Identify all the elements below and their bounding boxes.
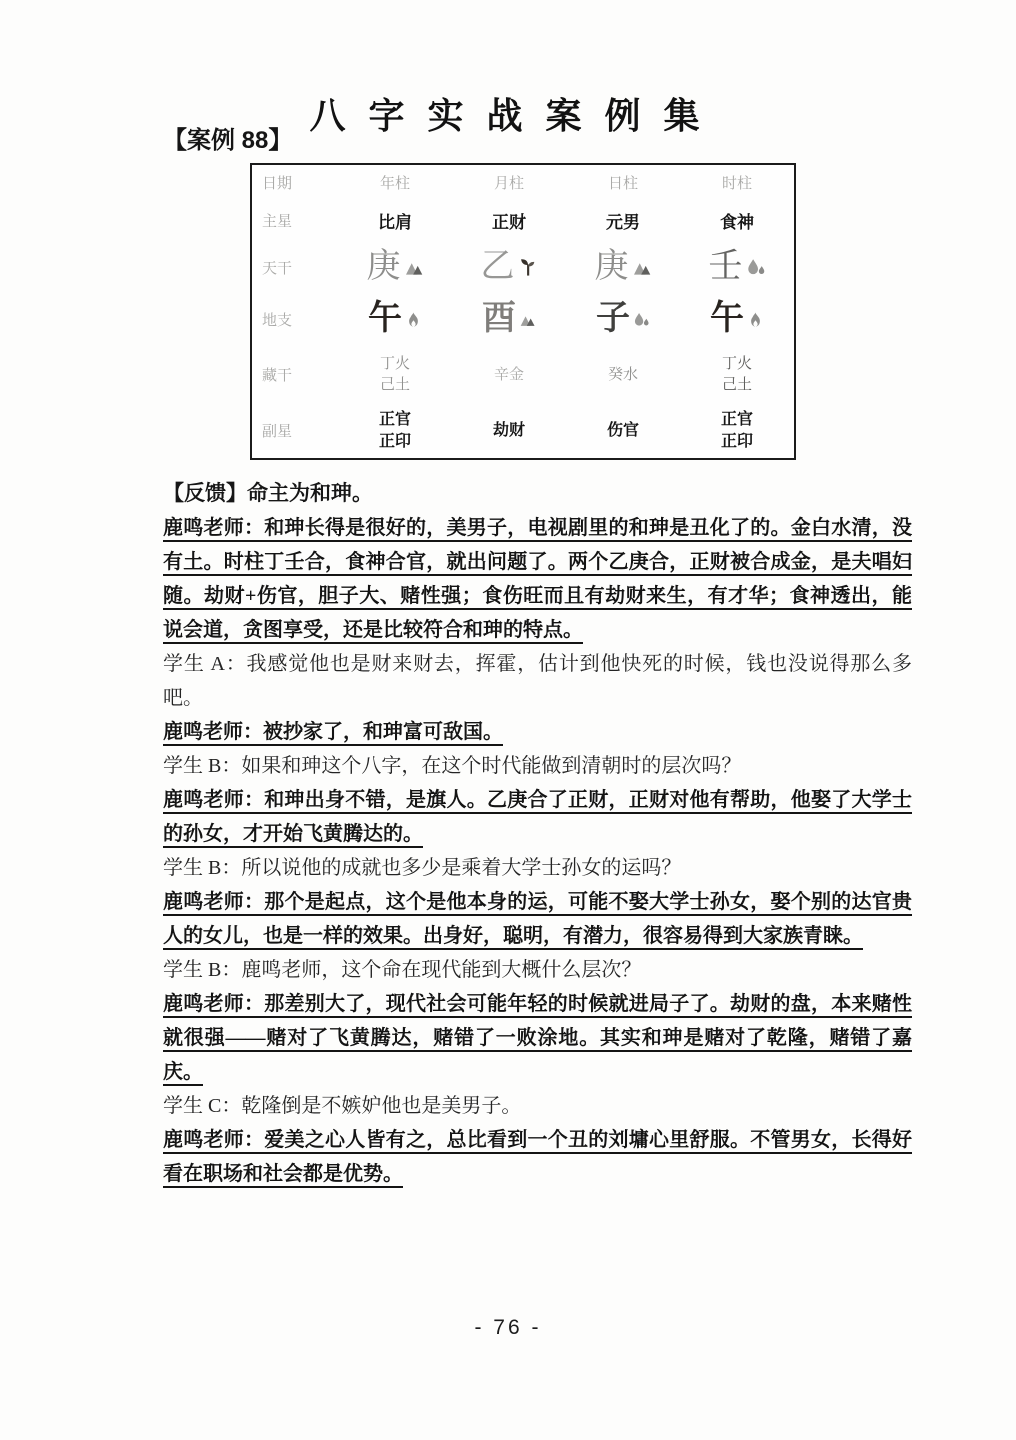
deputy-star-cell: 伤官 bbox=[606, 421, 639, 439]
dialogue-teacher-paragraph: 鹿鸣老师：和珅出身不错，是旗人。乙庚合了正财，正财对他有帮助，他娶了大学士的孙女，才开始飞黄腾达的。 bbox=[163, 789, 912, 845]
dialogue-section bbox=[163, 511, 912, 1191]
dialogue-student-paragraph: 学生 B：如果和珅这个八字，在这个时代能做到清朝时的层次吗？ bbox=[163, 755, 742, 777]
page-number: - 76 - bbox=[474, 1316, 542, 1339]
stem-char: 庚 bbox=[594, 248, 629, 285]
deputy-star-cell: 正官 正印 bbox=[378, 410, 411, 450]
stem-cell bbox=[680, 250, 794, 284]
metal-icon bbox=[632, 257, 652, 277]
main-star-cell: 食神 bbox=[720, 212, 754, 232]
dialogue-teacher-paragraph: 鹿鸣老师：爱美之心人皆有之，总比看到一个丑的刘墉心里舒服。不管男女，长得好看在职场和社会都是优势。 bbox=[163, 1129, 912, 1185]
bazi-chart-table bbox=[250, 163, 796, 460]
branch-cell bbox=[452, 302, 566, 336]
branch-cell bbox=[338, 302, 452, 336]
branch-cell bbox=[566, 302, 680, 336]
branch-char: 午 bbox=[368, 300, 402, 337]
page-title: 八 字 实 战 案 例 集 bbox=[309, 96, 707, 137]
stem-cell bbox=[452, 250, 566, 284]
branch-char: 子 bbox=[596, 300, 630, 337]
row-label-heavenly-stem: 天干 bbox=[262, 259, 293, 277]
wood-icon bbox=[518, 257, 538, 277]
dialogue-student-paragraph: 学生 B：所以说他的成就也多少是乘着大学士孙女的运吗？ bbox=[163, 857, 682, 879]
row-label-deputy-star: 副星 bbox=[262, 423, 293, 440]
dialogue-teacher-paragraph: 鹿鸣老师：那个是起点，这个是他本身的运，可能不娶大学士孙女，娶个别的达官贵人的女儿，也是一样的效果。出身好，聪明，有潜力，很容易得到大家族青睐。 bbox=[163, 891, 912, 947]
water-icon bbox=[746, 257, 766, 277]
dialogue-student-paragraph: 学生 C：乾隆倒是不嫉妒他也是美男子。 bbox=[163, 1095, 522, 1117]
stem-cell bbox=[566, 250, 680, 284]
hidden-stems-cell: 辛金 bbox=[493, 365, 524, 383]
metal-icon bbox=[519, 311, 536, 328]
main-star-cell: 正财 bbox=[492, 212, 526, 232]
dialogue-student-paragraph: 学生 A：我感觉他也是财来财去，挥霍，估计到他快死的时候，钱也没说得那么多吧。 bbox=[163, 653, 912, 709]
main-star-cell: 元男 bbox=[606, 212, 640, 232]
dialogue-student-paragraph: 学生 B：鹿鸣老师，这个命在现代能到大概什么层次？ bbox=[163, 959, 642, 981]
case-label: 【案例 88】 bbox=[163, 127, 293, 154]
metal-icon bbox=[404, 257, 424, 277]
branch-cell bbox=[680, 302, 794, 336]
pillar-header: 时柱 bbox=[721, 174, 752, 192]
dialogue-teacher-paragraph: 鹿鸣老师：被抄家了，和珅富可敌国。 bbox=[163, 721, 503, 743]
branch-char: 午 bbox=[710, 300, 744, 337]
stem-char: 壬 bbox=[708, 248, 743, 285]
stem-char: 乙 bbox=[480, 248, 515, 285]
hidden-stems-cell: 癸水 bbox=[607, 365, 638, 383]
stem-char: 庚 bbox=[366, 248, 401, 285]
deputy-star-cell: 正官 正印 bbox=[720, 410, 753, 450]
hidden-stems-cell: 丁火 己土 bbox=[721, 355, 752, 393]
row-label-earthly-branch: 地支 bbox=[262, 311, 293, 329]
water-icon bbox=[633, 311, 650, 328]
fire-icon bbox=[747, 311, 764, 328]
feedback-line: 【反馈】命主为和珅。 bbox=[163, 481, 373, 505]
pillar-header: 月柱 bbox=[493, 174, 524, 192]
row-label-hidden-stems: 藏干 bbox=[262, 366, 293, 384]
pillar-header: 日柱 bbox=[607, 174, 638, 192]
fire-icon bbox=[405, 311, 422, 328]
dialogue-teacher-paragraph: 鹿鸣老师：那差别大了，现代社会可能年轻的时候就进局子了。劫财的盘，本来赌性就很强——赌对了飞黄腾达，赌错了一败涂地。其实和珅是赌对了乾隆，赌错了嘉庆。 bbox=[163, 993, 912, 1083]
dialogue-teacher-paragraph: 鹿鸣老师：和珅长得是很好的，美男子，电视剧里的和珅是丑化了的。金白水清，没有土。时柱丁壬合，食神合官，就出问题了。两个乙庚合，正财被合成金，是夫唱妇随。劫财+伤官，胆子大、赌性强；食伤旺而且有劫财来生，有才华；食神透出，能说会道，贪图享受，还是比较符合和珅的特点。 bbox=[163, 517, 912, 641]
main-star-cell: 比肩 bbox=[378, 212, 412, 232]
hidden-stems-cell: 丁火 己土 bbox=[379, 355, 410, 393]
branch-char: 酉 bbox=[482, 300, 516, 337]
stem-cell bbox=[338, 250, 452, 284]
pillar-header: 年柱 bbox=[379, 174, 410, 192]
deputy-star-cell: 劫财 bbox=[492, 421, 525, 439]
table-corner-label: 日期 bbox=[262, 174, 293, 192]
row-label-main-star: 主星 bbox=[262, 212, 293, 230]
